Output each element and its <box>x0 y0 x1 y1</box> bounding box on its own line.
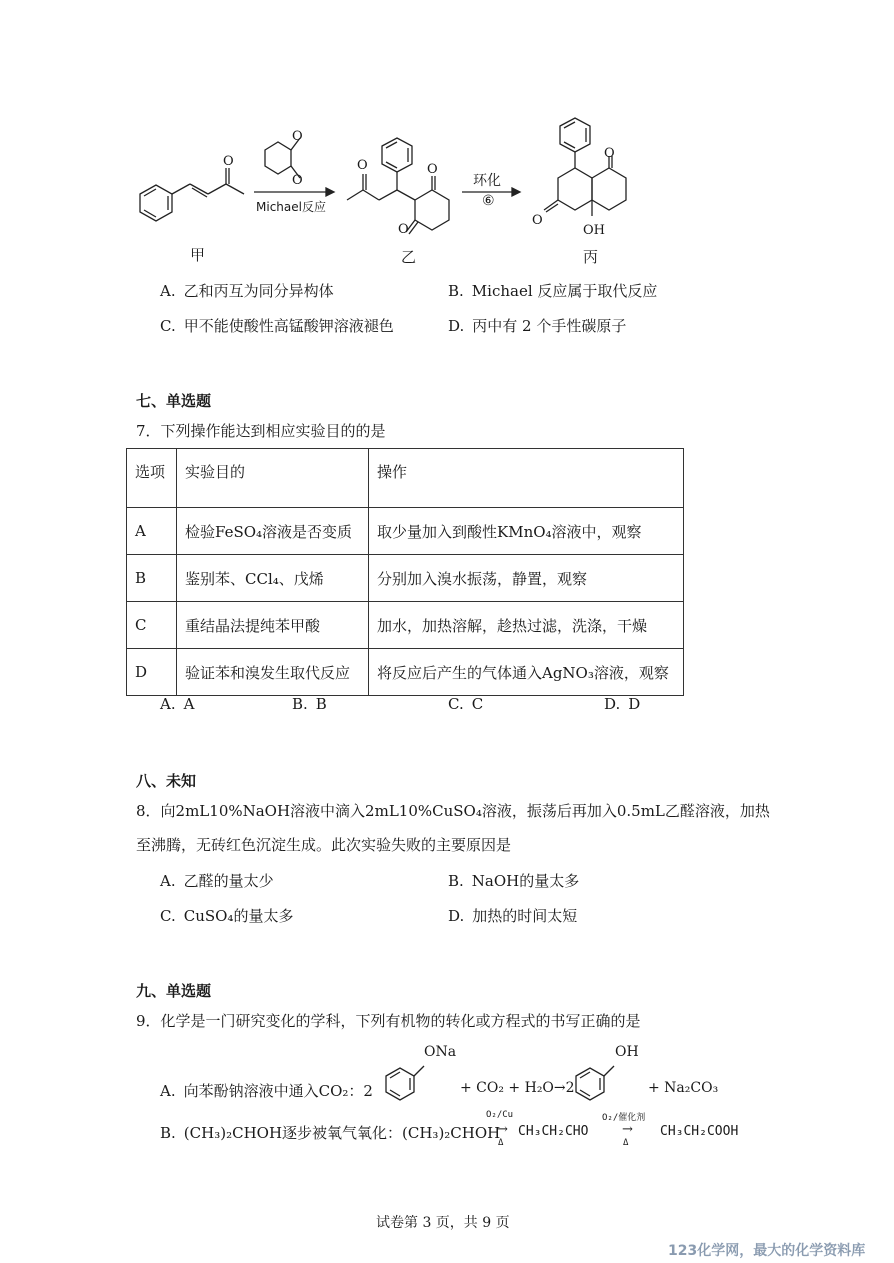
step-number: ⑥ <box>482 193 495 209</box>
molecule-jia-label: 甲 <box>190 246 206 264</box>
q6-option-a[interactable]: A. 乙和丙互为同分异构体 <box>160 282 334 300</box>
phenoxide-ring-icon <box>378 1058 428 1108</box>
section-title: 八、未知 <box>136 772 197 790</box>
q7-option-c[interactable]: C. C <box>448 695 484 713</box>
table-cell: D <box>127 649 177 696</box>
table-cell: 将反应后产生的气体通入AgNO₃溶液，观察 <box>369 649 684 696</box>
condition-label: O₂/催化剂 <box>602 1113 646 1123</box>
q6-option-c[interactable]: C. 甲不能使酸性高锰酸钾溶液褪色 <box>160 317 394 335</box>
atom-o-label: O <box>292 173 303 188</box>
table-cell: C <box>127 602 177 649</box>
atom-o-label: O <box>427 162 438 177</box>
q7-option-a[interactable]: A. A <box>160 695 195 713</box>
atom-o-label: O <box>532 213 543 228</box>
q6-option-b[interactable]: B. Michael 反应属于取代反应 <box>448 282 658 300</box>
q6-option-d[interactable]: D. 丙中有 2 个手性碳原子 <box>448 317 627 335</box>
q7-option-d[interactable]: D. D <box>604 695 641 713</box>
heat-symbol: Δ <box>498 1138 504 1148</box>
table-header-cell: 选项 <box>127 449 177 508</box>
table-cell: 验证苯和溴发生取代反应 <box>177 649 369 696</box>
atom-o-label: O <box>223 154 234 169</box>
condition-label: O₂/Cu <box>486 1110 514 1120</box>
phenol-ring-icon <box>568 1058 618 1108</box>
table-header-row <box>127 449 684 508</box>
section-title: 九、单选题 <box>136 982 212 1000</box>
reagent-label: Michael反应 <box>256 200 326 214</box>
molecule-yi-label: 乙 <box>401 248 417 266</box>
reaction-arrow-icon: → <box>622 1122 633 1137</box>
equation-middle: + CO₂ + H₂O→2 <box>460 1080 575 1096</box>
atom-oh-label: OH <box>583 223 605 238</box>
q8-option-d[interactable]: D. 加热的时间太短 <box>448 907 578 925</box>
table-row <box>127 555 684 602</box>
atom-o-label: O <box>604 146 615 161</box>
atom-o-label: O <box>292 129 303 144</box>
table-row <box>127 649 684 696</box>
page-footer: 试卷第 3 页，共 9 页 <box>376 1215 510 1231</box>
benzene-ring-jia <box>140 185 172 221</box>
question-stem: 8．向2mL10%NaOH溶液中滴入2mL10%CuSO₄溶液，振荡后再加入0.5mL乙醛溶液，加热 <box>136 802 770 820</box>
reaction-arrow-icon: → <box>497 1122 508 1137</box>
table-cell: 鉴别苯、CCl₄、戊烯 <box>177 555 369 602</box>
intermediate-product: CH₃CH₂CHO <box>518 1124 589 1139</box>
table-row <box>127 602 684 649</box>
table-cell: 检验FeSO₄溶液是否变质 <box>177 508 369 555</box>
table-header-cell: 实验目的 <box>177 449 369 508</box>
table-cell: 取少量加入到酸性KMnO₄溶液中，观察 <box>369 508 684 555</box>
atom-o-label: O <box>398 222 409 237</box>
table-row <box>127 508 684 555</box>
table-cell: 加水，加热溶解，趁热过滤，洗涤，干燥 <box>369 602 684 649</box>
table-cell: 重结晶法提纯苯甲酸 <box>177 602 369 649</box>
table-cell: B <box>127 555 177 602</box>
experiment-table <box>126 448 684 696</box>
cyclize-label: 环化 <box>473 173 501 189</box>
molecule-bing-label: 丙 <box>583 248 599 266</box>
ona-label: ONa <box>424 1044 457 1060</box>
heat-symbol: Δ <box>623 1138 629 1148</box>
question-stem: 9．化学是一门研究变化的学科，下列有机物的转化或方程式的书写正确的是 <box>136 1012 641 1030</box>
table-header-cell: 操作 <box>369 449 684 508</box>
table-cell: A <box>127 508 177 555</box>
q7-option-b[interactable]: B. B <box>292 695 327 713</box>
q8-option-c[interactable]: C. CuSO₄的量太多 <box>160 907 294 925</box>
q9-option-b[interactable]: B. (CH₃)₂CHOH逐步被氧气氧化：(CH₃)₂CHOH <box>160 1124 501 1142</box>
oh-label: OH <box>615 1044 639 1060</box>
final-product: CH₃CH₂COOH <box>660 1124 739 1139</box>
watermark: 123化学网，最大的化学资料库 <box>668 1243 866 1259</box>
question-stem-continued: 至沸腾，无砖红色沉淀生成。此次实验失败的主要原因是 <box>136 836 512 854</box>
equation-end: + Na₂CO₃ <box>648 1080 719 1096</box>
question-stem: 7．下列操作能达到相应实验目的的是 <box>136 422 386 440</box>
q9-option-a[interactable]: A. 向苯酚钠溶液中通入CO₂：2 <box>160 1082 373 1100</box>
atom-o-label: O <box>357 158 368 173</box>
q8-option-a[interactable]: A. 乙醛的量太少 <box>160 872 274 890</box>
table-cell: 分别加入溴水振荡，静置，观察 <box>369 555 684 602</box>
q8-option-b[interactable]: B. NaOH的量太多 <box>448 872 580 890</box>
section-title: 七、单选题 <box>136 392 212 410</box>
